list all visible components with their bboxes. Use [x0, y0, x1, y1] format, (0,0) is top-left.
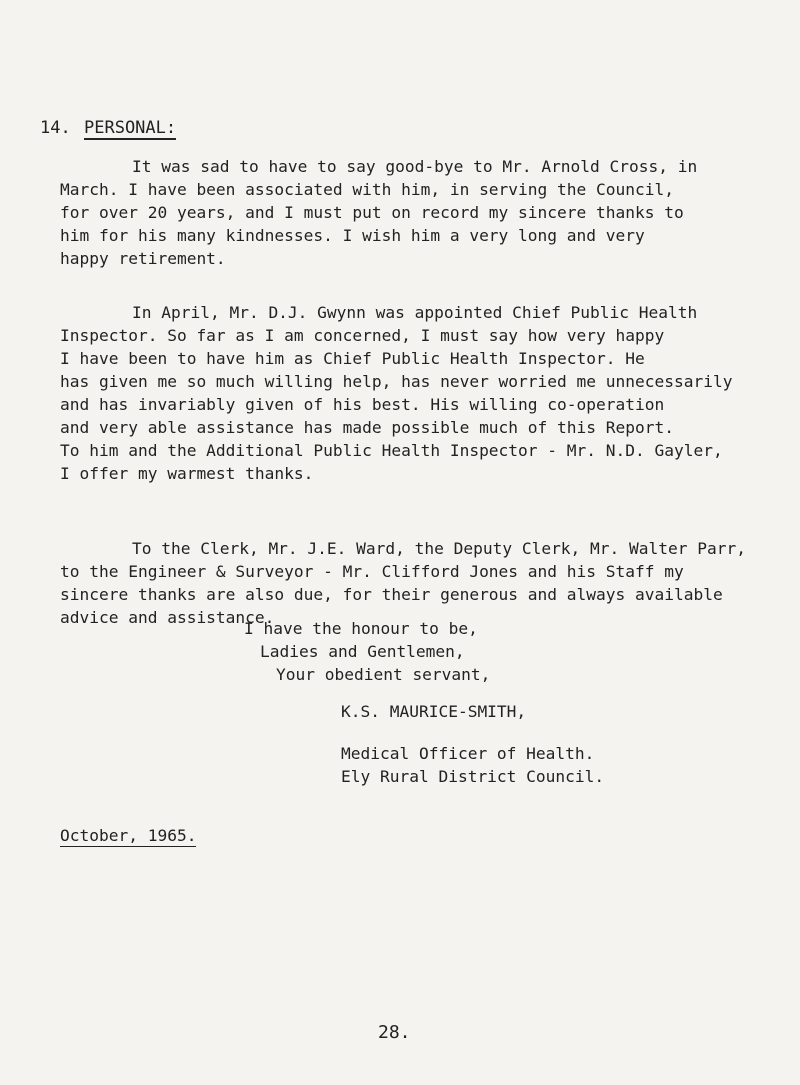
paragraph-line: I offer my warmest thanks. — [60, 464, 314, 483]
closing-line: I have the honour to be, — [244, 619, 478, 638]
paragraph-line: advice and assistance. — [60, 608, 275, 627]
paragraph-line: happy retirement. — [60, 249, 226, 268]
paragraph-line: him for his many kindnesses. I wish him a very long and very — [60, 226, 645, 245]
paragraph-thanks — [60, 537, 772, 629]
section-title: PERSONAL: — [84, 118, 177, 138]
paragraph-retirement — [60, 155, 772, 270]
signature-name: K.S. MAURICE-SMITH, — [341, 702, 527, 721]
paragraph-line: In April, Mr. D.J. Gwynn was appointed Chief Public Health — [132, 303, 698, 322]
paragraph-line: to the Engineer & Surveyor - Mr. Clifford Jones and his Staff my — [60, 562, 684, 581]
paragraph-line: To him and the Additional Public Health Inspector - Mr. N.D. Gayler, — [60, 441, 723, 460]
paragraph-line: for over 20 years, and I must put on record my sincere thanks to — [60, 203, 684, 222]
page-number: 28. — [378, 1022, 411, 1043]
document-date: October, 1965. — [60, 826, 197, 845]
paragraph-appointment — [60, 301, 772, 485]
closing-salutation: Ladies and Gentlemen, — [260, 642, 465, 661]
paragraph-line: and very able assistance has made possible much of this Report. — [60, 418, 674, 437]
signature-organisation: Ely Rural District Council. — [341, 767, 605, 786]
paragraph-line: I have been to have him as Chief Public Health Inspector. He — [60, 349, 645, 368]
paragraph-line: It was sad to have to say good-bye to Mr. Arnold Cross, in — [132, 157, 698, 176]
section-number: 14. — [40, 118, 71, 138]
paragraph-line: To the Clerk, Mr. J.E. Ward, the Deputy Clerk, Mr. Walter Parr, — [132, 539, 746, 558]
signature-title: Medical Officer of Health. — [341, 744, 595, 763]
paragraph-line: March. I have been associated with him, in serving the Council, — [60, 180, 674, 199]
paragraph-line: sincere thanks are also due, for their generous and always available — [60, 585, 723, 604]
paragraph-line: and has invariably given of his best. His willing co-operation — [60, 395, 665, 414]
closing-servant: Your obedient servant, — [276, 665, 491, 684]
paragraph-line: Inspector. So far as I am concerned, I must say how very happy — [60, 326, 665, 345]
paragraph-line: has given me so much willing help, has never worried me unnecessarily — [60, 372, 733, 391]
